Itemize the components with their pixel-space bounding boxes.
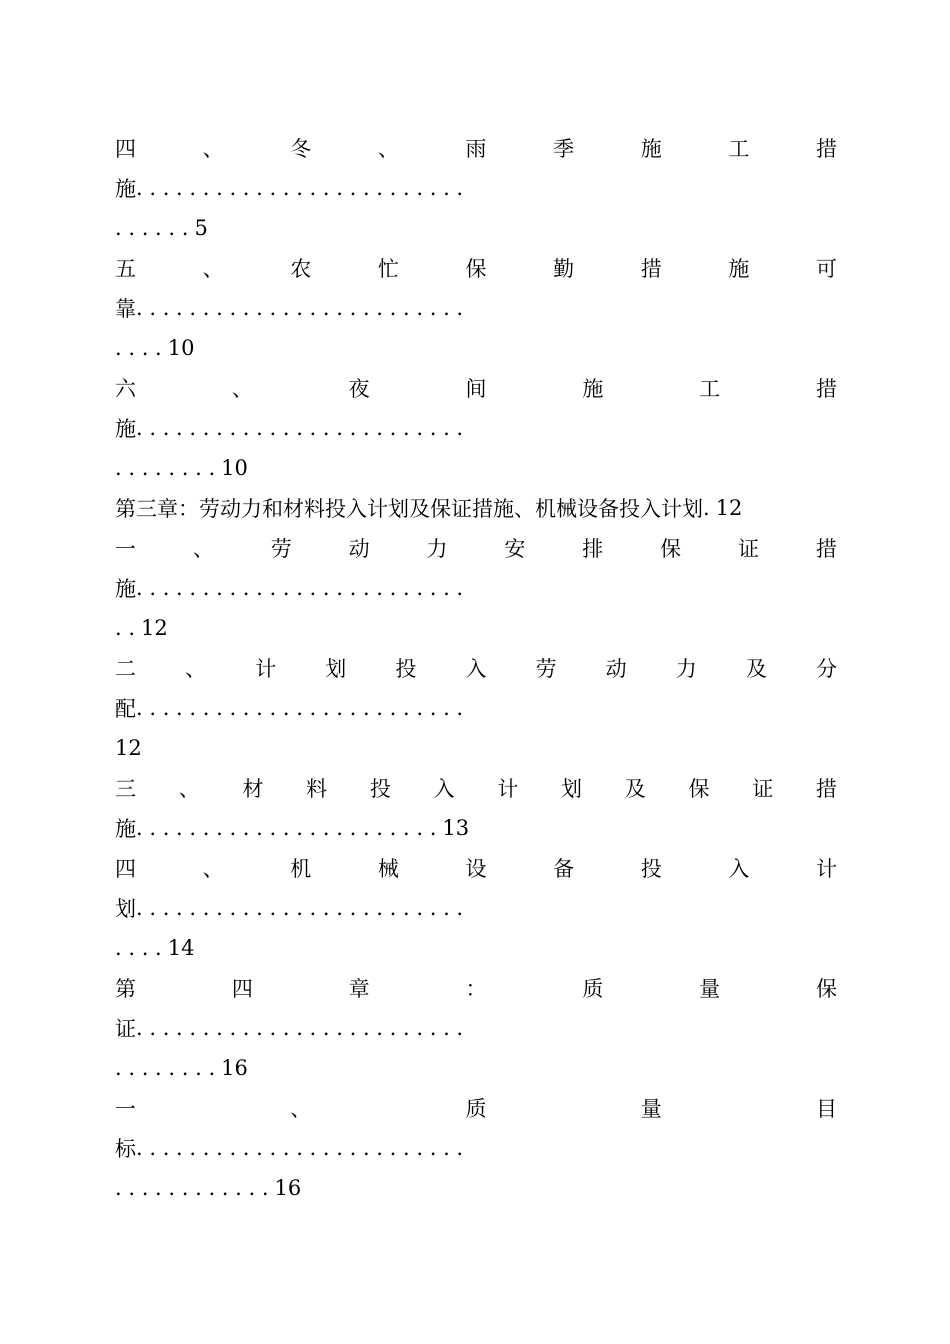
toc-heading-char: 保	[660, 537, 682, 561]
toc-heading-char: 力	[426, 537, 448, 561]
toc-leader-dots: .	[703, 496, 710, 520]
toc-heading-char: 证	[738, 537, 759, 561]
toc-entry-leader	[115, 288, 837, 328]
toc-entry-leader	[115, 888, 837, 928]
toc-heading-char: 划	[325, 657, 347, 681]
toc-heading-char: 措	[815, 777, 837, 801]
toc-heading-char: 投	[395, 657, 417, 681]
toc-leader-dots: . . . . . . . . . . . . . . . . . . . . . . . . .	[136, 1136, 464, 1160]
toc-heading-char: 措	[640, 257, 662, 281]
toc-heading-char: 分	[815, 657, 837, 681]
toc-heading-char: 排	[582, 537, 604, 561]
toc-entry-page-line	[115, 928, 837, 968]
toc-heading-char: 备	[553, 857, 575, 881]
toc-heading-char: 、	[377, 137, 399, 161]
toc-lead-char: 配	[115, 697, 136, 721]
toc-entry-page-line	[115, 1168, 837, 1208]
toc-heading-char: 夜	[348, 377, 370, 401]
toc-heading-char: 可	[816, 257, 837, 281]
toc-heading-char: 入	[433, 777, 455, 801]
toc-page-number: 16	[274, 1176, 302, 1200]
toc-heading-char: 保	[815, 977, 837, 1001]
toc-heading-char: 农	[290, 257, 312, 281]
toc-heading-char: 四	[115, 857, 136, 881]
toc-heading-char: 六	[115, 377, 136, 401]
toc-heading-char: 械	[377, 857, 399, 881]
toc-heading-char: 、	[202, 857, 224, 881]
toc-heading-char: 划	[561, 777, 583, 801]
toc-heading-char: 第	[115, 977, 136, 1001]
toc-heading-char: 保	[465, 257, 487, 281]
toc-heading-char: 目	[816, 1097, 837, 1121]
toc-leader-dots: . .	[115, 616, 136, 640]
toc-heading-char: 措	[815, 537, 837, 561]
toc-entry-title: 第三章：劳动力和材料投入计划及保证措施、机械设备投入计划	[115, 497, 703, 521]
toc-heading-char: 、	[202, 137, 224, 161]
toc-entry-leader	[115, 1008, 837, 1048]
toc-heading-char: 质	[582, 977, 604, 1001]
toc-entry-leader	[115, 568, 837, 608]
toc-entry-leader	[115, 408, 837, 448]
toc-entry-heading[interactable]	[115, 248, 837, 288]
toc-heading-char: 四	[231, 977, 253, 1001]
toc-heading-char: 冬	[290, 137, 312, 161]
toc-leader-dots: . . . . . . . . . . . . . . . . . . . . . . . . .	[136, 416, 464, 440]
toc-leader-dots: . . . . . . . . . . . . . . . . . . . . . . . . .	[136, 1016, 464, 1040]
toc-heading-char: 忙	[377, 257, 399, 281]
toc-heading-char: 、	[231, 377, 253, 401]
toc-heading-char: 料	[306, 777, 328, 801]
toc-heading-char: 计	[816, 857, 837, 881]
toc-heading-char: 投	[369, 777, 391, 801]
toc-heading-char: 四	[115, 137, 136, 161]
toc-heading-char: 证	[752, 777, 774, 801]
toc-entry-page-line	[115, 728, 837, 768]
toc-leader-dots: . . . . . . . . . . . . . . . . . . . . . . . . .	[136, 896, 464, 920]
toc-leader-dots: . . . . . . . .	[115, 456, 216, 480]
toc-entry-heading[interactable]	[115, 648, 837, 688]
toc-entry-heading[interactable]	[115, 528, 837, 568]
toc-lead-char: 施	[115, 817, 136, 841]
toc-leader-dots: . . . . . . . . . . . . . . . . . . . . . . . . .	[136, 696, 464, 720]
toc-heading-char: 计	[497, 777, 519, 801]
toc-entry-page-line	[115, 448, 837, 488]
toc-heading-char: 雨	[465, 137, 487, 161]
toc-heading-char: 三	[115, 777, 136, 801]
toc-heading-char: 一	[115, 537, 136, 561]
toc-heading-char: 及	[624, 777, 646, 801]
toc-leader-dots: . . . . . . . . . . . . . . . . . . . . . . .	[136, 816, 437, 840]
toc-heading-char: 施	[728, 257, 750, 281]
toc-heading-char: 劳	[270, 537, 292, 561]
toc-heading-char: 施	[582, 377, 604, 401]
toc-entry-leader	[115, 1128, 837, 1168]
toc-leader-dots: . . . .	[115, 336, 162, 360]
toc-page-number: 12	[715, 496, 743, 520]
toc-leader-dots: . . . . . . . . . . . . . . . . . . . . . . . . .	[136, 176, 464, 200]
toc-page-number: 10	[167, 336, 195, 360]
toc-heading-char: 机	[290, 857, 312, 881]
toc-entry-heading[interactable]	[115, 128, 837, 168]
toc-heading-char: 一	[115, 1097, 136, 1121]
toc-heading-char: 、	[178, 777, 200, 801]
toc-heading-char: 安	[504, 537, 526, 561]
toc-heading-char: 、	[185, 657, 207, 681]
toc-leader-dots: . . . . . .	[115, 216, 189, 240]
toc-heading-char: ：	[465, 977, 487, 1001]
toc-heading-char: 保	[688, 777, 710, 801]
toc-entry-leader	[115, 688, 837, 728]
toc-heading-char: 间	[465, 377, 487, 401]
toc-entry-page-line	[115, 608, 837, 648]
toc-entry-page-line	[115, 208, 837, 248]
toc-lead-char: 划	[115, 897, 136, 921]
toc-page-number: 13	[442, 816, 470, 840]
toc-heading-char: 、	[202, 257, 224, 281]
toc-heading-char: 、	[192, 537, 214, 561]
toc-heading-char: 二	[115, 657, 136, 681]
toc-heading-char: 动	[348, 537, 370, 561]
toc-heading-char: 质	[465, 1097, 487, 1121]
toc-leader-dots: . . . . . . . . . . . . . . . . . . . . . . . . .	[136, 296, 464, 320]
toc-heading-char: 量	[640, 1097, 662, 1121]
toc-heading-char: 工	[728, 137, 750, 161]
toc-entry-heading[interactable]	[115, 768, 837, 808]
toc-page-number: 12	[115, 736, 142, 760]
toc-entry-heading[interactable]	[115, 968, 837, 1008]
toc-heading-char: 季	[553, 137, 575, 161]
toc-entry-leader	[115, 168, 837, 208]
toc-lead-char: 施	[115, 177, 136, 201]
toc-lead-char: 标	[115, 1137, 136, 1161]
toc-heading-char: 、	[290, 1097, 312, 1121]
toc-heading-char: 措	[815, 377, 837, 401]
toc-heading-char: 入	[728, 857, 750, 881]
toc-lead-char: 靠	[115, 297, 136, 321]
toc-heading-char: 动	[605, 657, 627, 681]
toc-heading-char: 入	[465, 657, 487, 681]
toc-heading-char: 材	[242, 777, 264, 801]
toc-leader-dots: . . . . . . . . . . . .	[115, 1176, 269, 1200]
toc-entry-leader	[115, 808, 837, 848]
toc-page-number: 5	[194, 216, 208, 240]
toc-entry-heading[interactable]	[115, 848, 837, 888]
toc-page-number: 10	[221, 456, 248, 480]
toc-leader-dots: . . . . . . . .	[115, 1056, 216, 1080]
toc-entry-page-line	[115, 328, 837, 368]
toc-heading-char: 计	[255, 657, 277, 681]
toc-entry-heading[interactable]	[115, 368, 837, 408]
toc-page-number: 12	[141, 616, 168, 640]
toc-page-number: 16	[221, 1056, 248, 1080]
toc-heading-char: 力	[675, 657, 697, 681]
toc-heading-char: 设	[465, 857, 487, 881]
toc-lead-char: 施	[115, 577, 136, 601]
toc-page-number: 14	[167, 936, 195, 960]
toc-heading-char: 勤	[553, 257, 575, 281]
toc-heading-char: 施	[640, 137, 662, 161]
toc-heading-char: 及	[745, 657, 767, 681]
toc-leader-dots: . . . . . . . . . . . . . . . . . . . . . . . . .	[136, 576, 464, 600]
toc-entry-page-line	[115, 1048, 837, 1088]
toc-heading-char: 投	[640, 857, 662, 881]
toc-lead-char: 证	[115, 1017, 136, 1041]
table-of-contents	[115, 128, 837, 1208]
toc-heading-char: 劳	[535, 657, 557, 681]
toc-heading-char: 量	[699, 977, 721, 1001]
toc-heading-char: 工	[699, 377, 721, 401]
toc-heading-char: 五	[115, 257, 136, 281]
toc-lead-char: 施	[115, 417, 136, 441]
toc-entry-heading[interactable]	[115, 1088, 837, 1128]
toc-entry-line[interactable]	[115, 488, 837, 528]
toc-heading-char: 章	[348, 977, 370, 1001]
toc-leader-dots: . . . .	[115, 936, 162, 960]
toc-heading-char: 措	[816, 137, 837, 161]
